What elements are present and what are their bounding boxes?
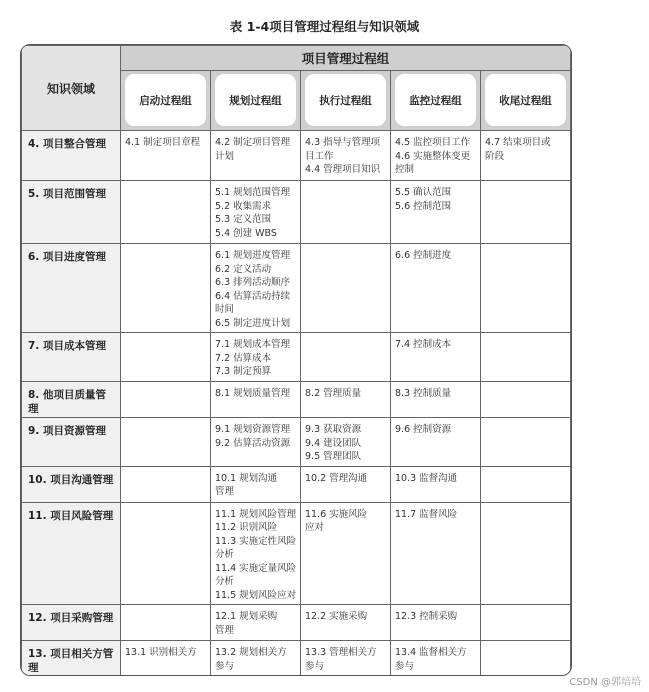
process-line: 6.6 控制进度 xyxy=(395,250,452,261)
process-line: 阶段 xyxy=(485,150,505,162)
process-line: 9.2 估算活动资源 xyxy=(215,437,291,449)
process-line: 8.2 管理质量 xyxy=(305,388,362,399)
process-cell xyxy=(481,605,571,641)
process-cell xyxy=(211,244,301,333)
process-table-frame xyxy=(20,44,572,676)
process-cell xyxy=(481,131,571,181)
process-knowledge-table xyxy=(21,45,571,676)
process-line: 应对 xyxy=(305,522,325,533)
process-line: 10.1 规划沟通 xyxy=(215,472,278,484)
process-cell xyxy=(391,502,481,605)
process-cell xyxy=(301,502,391,605)
knowledge-area-label: 8. 他项目质量管理 xyxy=(22,382,121,418)
table-row xyxy=(22,382,571,418)
process-line: 9.4 建设团队 xyxy=(305,437,362,449)
knowledge-area-label: 9. 项目资源管理 xyxy=(22,418,121,467)
process-line: 分析 xyxy=(215,549,235,560)
table-row xyxy=(22,641,571,677)
process-cell xyxy=(301,382,391,418)
process-cell xyxy=(121,418,211,467)
process-cell xyxy=(391,333,481,382)
process-line: 管理 xyxy=(215,624,235,636)
process-line: 13.4 监督相关方 xyxy=(395,647,467,658)
process-cell xyxy=(211,605,301,641)
process-cell xyxy=(301,418,391,467)
process-line: 5.6 控制范围 xyxy=(395,200,452,212)
process-line: 9.1 规划资源管理 xyxy=(215,424,291,435)
process-line: 5.2 收集需求 xyxy=(215,200,272,212)
process-line: 9.3 获取资源 xyxy=(305,424,362,435)
process-cell xyxy=(121,181,211,244)
process-cell xyxy=(391,244,481,333)
process-line: 6.4 估算活动持续 xyxy=(215,290,291,302)
table-row xyxy=(22,181,571,244)
process-cell xyxy=(391,382,481,418)
process-cell xyxy=(121,382,211,418)
table-title: 表 1-4项目管理过程组与知识领域 xyxy=(229,19,420,34)
process-line: 4.5 监控项目工作 xyxy=(395,137,471,148)
process-line: 11.2 识别风险 xyxy=(215,522,278,533)
process-line: 6.1 规划进度管理 xyxy=(215,250,291,261)
process-cell xyxy=(301,131,391,181)
process-cell xyxy=(121,641,211,677)
process-cell xyxy=(391,131,481,181)
process-cell xyxy=(211,181,301,244)
table-row xyxy=(22,466,571,502)
process-cell xyxy=(301,641,391,677)
process-cell xyxy=(211,641,301,677)
process-cell xyxy=(481,244,571,333)
knowledge-area-label: 13. 项目相关方管理 xyxy=(22,641,121,677)
process-line: 计划 xyxy=(215,150,235,162)
process-cell xyxy=(481,418,571,467)
table-row xyxy=(22,418,571,467)
group-executing: 执行过程组 xyxy=(305,74,386,126)
process-line: 4.1 制定项目章程 xyxy=(125,137,201,148)
process-cell xyxy=(391,641,481,677)
process-line: 11.7 监督风险 xyxy=(395,508,458,520)
process-line: 13.2 规划相关方 xyxy=(215,647,287,658)
process-line: 11.5 规划风险应对 xyxy=(215,589,297,601)
process-cell xyxy=(211,333,301,382)
process-line: 5.4 创建 WBS xyxy=(215,227,277,239)
process-cell xyxy=(391,418,481,467)
process-cell xyxy=(481,382,571,418)
process-line: 参与 xyxy=(395,660,415,672)
knowledge-area-label: 5. 项目范围管理 xyxy=(22,181,121,244)
knowledge-area-label: 6. 项目进度管理 xyxy=(22,244,121,333)
knowledge-area-label: 11. 项目风险管理 xyxy=(22,502,121,605)
process-cell xyxy=(481,466,571,502)
process-line: 6.5 制定进度计划 xyxy=(215,317,291,329)
process-line: 5.1 规划范围管理 xyxy=(215,187,291,198)
process-line: 8.1 规划质量管理 xyxy=(215,388,291,399)
knowledge-area-header: 知识领域 xyxy=(22,46,121,131)
process-cell xyxy=(481,641,571,677)
knowledge-area-label: 12. 项目采购管理 xyxy=(22,605,121,641)
table-row xyxy=(22,333,571,382)
process-line: 10.3 监督沟通 xyxy=(395,472,458,484)
process-line: 7.1 规划成本管理 xyxy=(215,339,291,350)
process-line: 目工作 xyxy=(305,150,334,162)
process-cell xyxy=(211,466,301,502)
knowledge-area-label: 4. 项目整合管理 xyxy=(22,131,121,181)
process-line: 管理 xyxy=(215,486,235,497)
table-row xyxy=(22,131,571,181)
process-cell xyxy=(211,418,301,467)
group-initiating: 启动过程组 xyxy=(125,74,206,126)
process-line: 4.4 管理项目知识 xyxy=(305,164,381,175)
process-line: 控制 xyxy=(395,164,415,175)
process-cell xyxy=(211,382,301,418)
process-cell xyxy=(301,605,391,641)
process-cell xyxy=(481,333,571,382)
watermark: CSDN @郭培培 xyxy=(569,677,641,688)
process-line: 5.5 确认范围 xyxy=(395,187,452,198)
process-line: 7.4 控制成本 xyxy=(395,339,452,350)
knowledge-area-label: 10. 项目沟通管理 xyxy=(22,466,121,502)
process-line: 7.2 估算成本 xyxy=(215,352,272,364)
process-line: 4.6 实施整体变更 xyxy=(395,150,471,162)
process-groups-header: 项目管理过程组 xyxy=(121,46,571,71)
process-line: 11.1 规划风险管理 xyxy=(215,508,297,520)
process-line: 4.7 结束项目或 xyxy=(485,137,551,148)
process-cell xyxy=(211,131,301,181)
process-line: 12.3 控制采购 xyxy=(395,611,458,622)
process-line: 5.3 定义范围 xyxy=(215,214,272,225)
process-line: 13.1 识别相关方 xyxy=(125,647,197,658)
process-line: 9.5 管理团队 xyxy=(305,451,362,462)
process-line: 7.3 制定预算 xyxy=(215,366,272,377)
table-row xyxy=(22,502,571,605)
group-closing: 收尾过程组 xyxy=(485,74,566,126)
process-line: 11.6 实施风险 xyxy=(305,508,368,520)
process-cell xyxy=(391,181,481,244)
process-line: 9.6 控制资源 xyxy=(395,424,452,435)
process-cell xyxy=(121,466,211,502)
process-cell xyxy=(301,466,391,502)
process-line: 参与 xyxy=(305,660,325,672)
process-cell xyxy=(121,502,211,605)
process-line: 13.3 管理相关方 xyxy=(305,647,377,658)
process-cell xyxy=(121,244,211,333)
process-line: 4.2 制定项目管理 xyxy=(215,137,291,148)
process-cell xyxy=(301,244,391,333)
process-cell xyxy=(391,466,481,502)
process-cell xyxy=(481,181,571,244)
process-line: 分析 xyxy=(215,576,235,587)
process-line: 6.2 定义活动 xyxy=(215,263,272,275)
process-cell xyxy=(211,502,301,605)
process-line: 10.2 管理沟通 xyxy=(305,472,368,484)
process-line: 12.1 规划采购 xyxy=(215,611,278,622)
process-line: 12.2 实施采购 xyxy=(305,611,368,622)
process-line: 11.4 实施定量风险 xyxy=(215,562,297,574)
process-cell xyxy=(301,181,391,244)
process-line: 参与 xyxy=(215,660,235,672)
process-cell xyxy=(121,605,211,641)
table-row xyxy=(22,244,571,333)
process-line: 时间 xyxy=(215,304,235,315)
process-cell xyxy=(301,333,391,382)
process-cell xyxy=(121,131,211,181)
knowledge-area-label: 7. 项目成本管理 xyxy=(22,333,121,382)
process-line: 4.3 指导与管理项 xyxy=(305,137,381,148)
table-row xyxy=(22,605,571,641)
process-cell xyxy=(391,605,481,641)
process-line: 6.3 排列活动顺序 xyxy=(215,277,291,288)
group-monitoring: 监控过程组 xyxy=(395,74,476,126)
process-cell xyxy=(121,333,211,382)
process-cell xyxy=(481,502,571,605)
group-planning: 规划过程组 xyxy=(215,74,296,126)
process-line: 11.3 实施定性风险 xyxy=(215,535,297,547)
process-line: 8.3 控制质量 xyxy=(395,388,452,399)
